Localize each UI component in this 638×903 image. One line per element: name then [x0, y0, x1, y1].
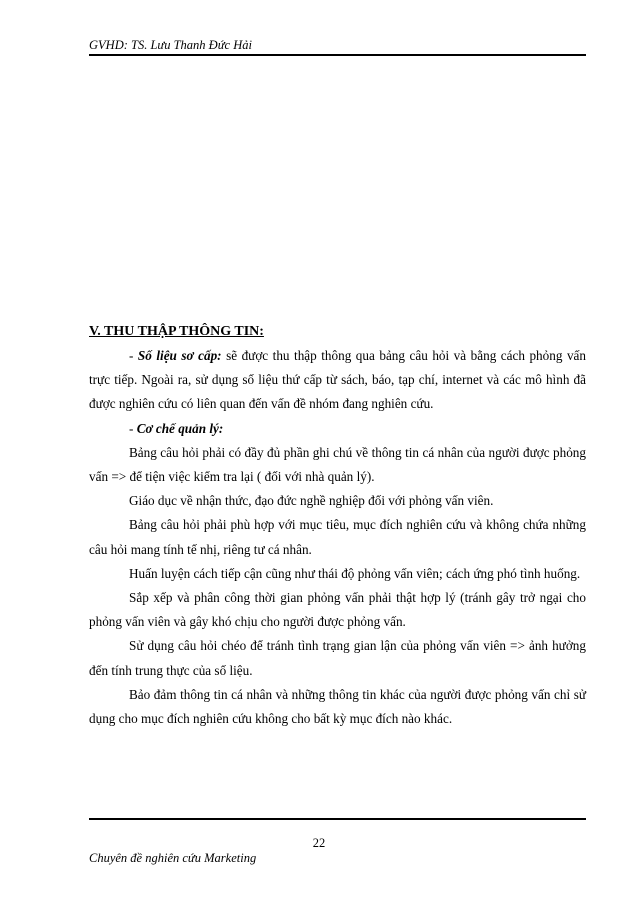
primary-data-label: Số liệu sơ cấp:	[137, 348, 222, 363]
footer-rule	[89, 818, 586, 820]
primary-data-text: sẽ được thu thập thông qua bảng câu hỏi và bằng cách phỏng vấn trực tiếp. Ngoài ra, sử dụng số liệu thứ cấp từ sách, báo, tạp chí, internet và các mô hình đã được nghiên cứu có liên quan đến vấn đề nhóm đang nghiên cứu.	[89, 348, 586, 412]
primary-data-prefix: -	[129, 348, 138, 363]
page-number: 22	[312, 836, 326, 850]
header-rule	[89, 54, 586, 56]
paragraph-2: Giáo dục về nhận thức, đạo đức nghề nghiệp đối với phỏng vấn viên.	[129, 493, 494, 509]
footer-title: Chuyên đề nghiên cứu Marketing	[89, 851, 257, 865]
paragraph-1: Bảng câu hỏi phải có đầy đủ phần ghi chú về thông tin cá nhân của người được phỏng vấn => để tiện việc kiểm tra lại ( đối với nhà quản lý).	[89, 444, 586, 485]
paragraph-5: Sắp xếp và phân công thời gian phỏng vấn phải thật hợp lý (tránh gây trở ngại cho phỏng vấn viên và gây khó chịu cho người được phỏng vấn.	[89, 590, 586, 630]
mechanism-prefix: -	[129, 420, 137, 436]
paragraph-4: Huấn luyện cách tiếp cận cũng như thái độ phỏng vấn viên; cách ứng phó tình huống.	[129, 565, 581, 581]
mechanism-heading	[89, 417, 586, 441]
page-content	[89, 320, 586, 731]
primary-data-paragraph	[89, 344, 586, 417]
mechanism-label: Cơ chế quản lý:	[136, 420, 224, 436]
paragraph-3: Bảng câu hỏi phải phù hợp với mục tiêu, mục đích nghiên cứu và không chứa những câu hỏi mang tính tế nhị, riêng tư cá nhân.	[89, 517, 586, 557]
header-advisor: GVHD: TS. Lưu Thanh Đức Hải	[89, 38, 252, 52]
paragraph-6: Sử dụng câu hỏi chéo để tránh tình trạng gian lận của phỏng vấn viên => ảnh hưởng đến tính trung thực của số liệu.	[89, 638, 586, 678]
paragraph-7: Bảo đảm thông tin cá nhân và những thông tin khác của người được phỏng vấn chỉ sử dụng cho mục đích nghiên cứu không cho bất kỳ mục đích nào khác.	[89, 686, 586, 727]
section-heading: V. THU THẬP THÔNG TIN:	[89, 324, 264, 339]
